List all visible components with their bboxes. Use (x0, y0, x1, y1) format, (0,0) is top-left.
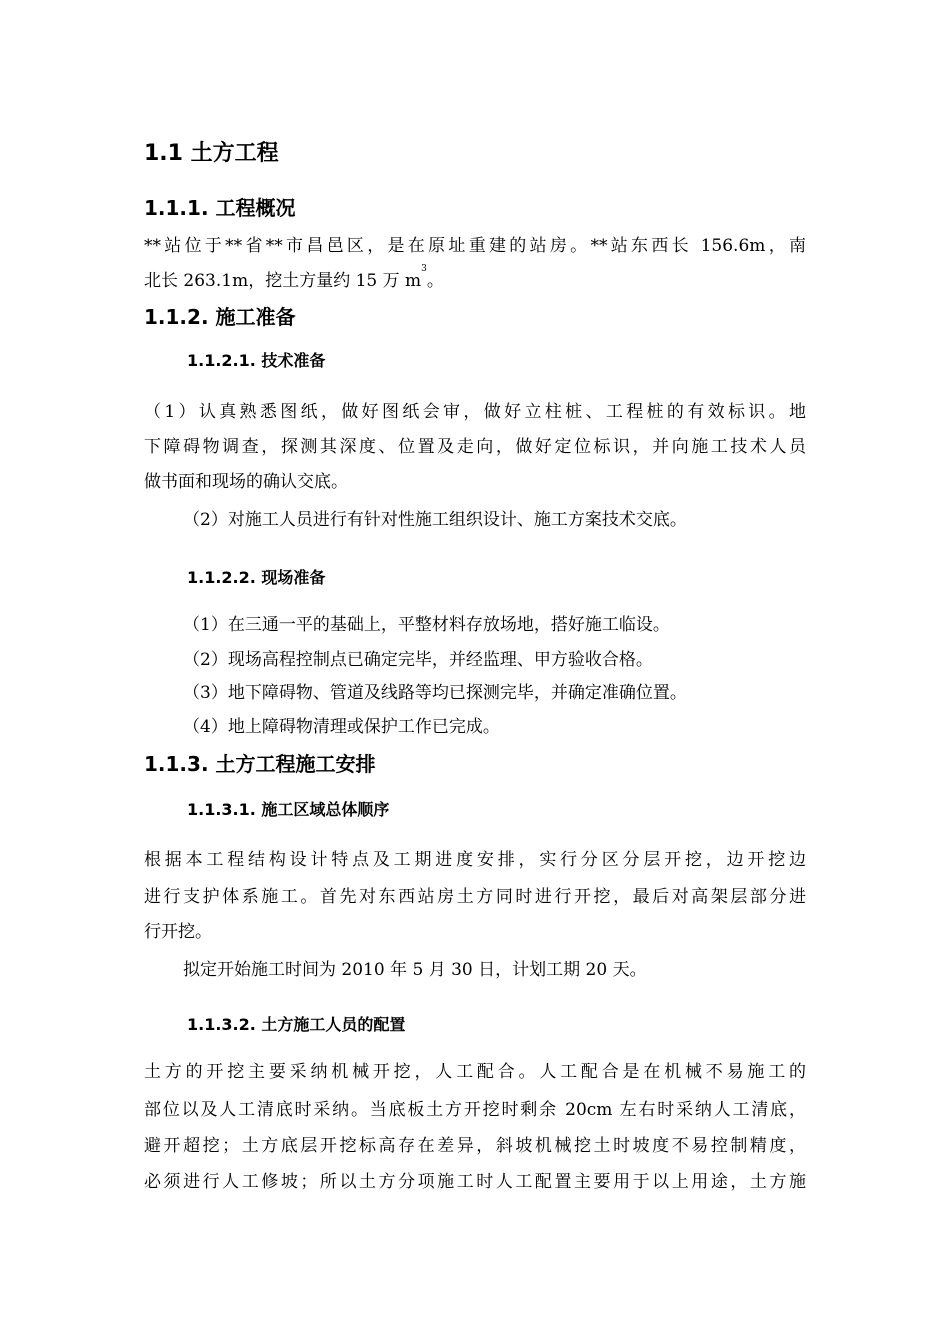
paragraph-line: **站位于**省**市昌邑区，是在原址重建的站房。**站东西长 156.6m，南 (144, 236, 806, 256)
paragraph-line: 做书面和现场的确认交底。 (144, 472, 348, 492)
paragraph-line: 进行支护体系施工。首先对东西站房土方同时进行开挖，最后对高架层部分进 (144, 887, 806, 907)
paragraph-line: 根据本工程结构设计特点及工期进度安排，实行分区分层开挖，边开挖边 (144, 850, 806, 870)
paragraph-line: 部位以及人工清底时采纳。当底板土方开挖时剩余 20cm 左右时采纳人工清底， (144, 1100, 806, 1120)
paragraph-line: 必须进行人工修坡；所以土方分项施工时人工配置主要用于以上用途，土方施 (144, 1172, 806, 1192)
paragraph-line: 下障碍物调查，探测其深度、位置及走向，做好定位标识，并向施工技术人员 (144, 437, 806, 457)
paragraph-line: 拟定开始施工时间为 2010 年 5 月 30 日，计划工期 20 天。 (183, 960, 647, 980)
paragraph-line: 避开超挖；土方底层开挖标高存在差异，斜坡机械挖土时坡度不易控制精度， (144, 1136, 806, 1156)
heading-1-1-3: 1.1.3. 土方工程施工安排 (144, 752, 376, 776)
paragraph-line: 土方的开挖主要采纳机械开挖，人工配合。人工配合是在机械不易施工的 (144, 1062, 806, 1082)
list-item: （1）在三通一平的基础上，平整材料存放场地，搭好施工临设。 (183, 615, 670, 635)
heading-1-1-2-1: 1.1.2.1. 技术准备 (187, 351, 326, 370)
heading-1-1-3-1: 1.1.3.1. 施工区域总体顺序 (187, 800, 390, 819)
paragraph-line: （1）认真熟悉图纸，做好图纸会审，做好立柱桩、工程桩的有效标识。地 (144, 402, 806, 422)
paragraph-line: （2）对施工人员进行有针对性施工组织设计、施工方案技术交底。 (183, 510, 687, 530)
list-item: （2）现场高程控制点已确定完毕，并经监理、甲方验收合格。 (183, 650, 653, 670)
heading-1-1-2-2: 1.1.2.2. 现场准备 (187, 568, 326, 587)
heading-1-1-2: 1.1.2. 施工准备 (144, 305, 296, 329)
heading-1-1-1: 1.1.1. 工程概况 (144, 196, 296, 220)
heading-1-1-3-2: 1.1.3.2. 土方施工人员的配置 (187, 1015, 406, 1034)
paragraph-line: 行开挖。 (144, 922, 212, 942)
paragraph-line: 北长 263.1m，挖土方量约 15 万 $m^3$。 (144, 264, 444, 291)
list-item: （3）地下障碍物、管道及线路等均已探测完毕，并确定准确位置。 (183, 683, 687, 703)
list-item: （4）地上障碍物清理或保护工作已完成。 (183, 717, 500, 737)
section-title: 1.1 土方工程 (144, 141, 279, 166)
